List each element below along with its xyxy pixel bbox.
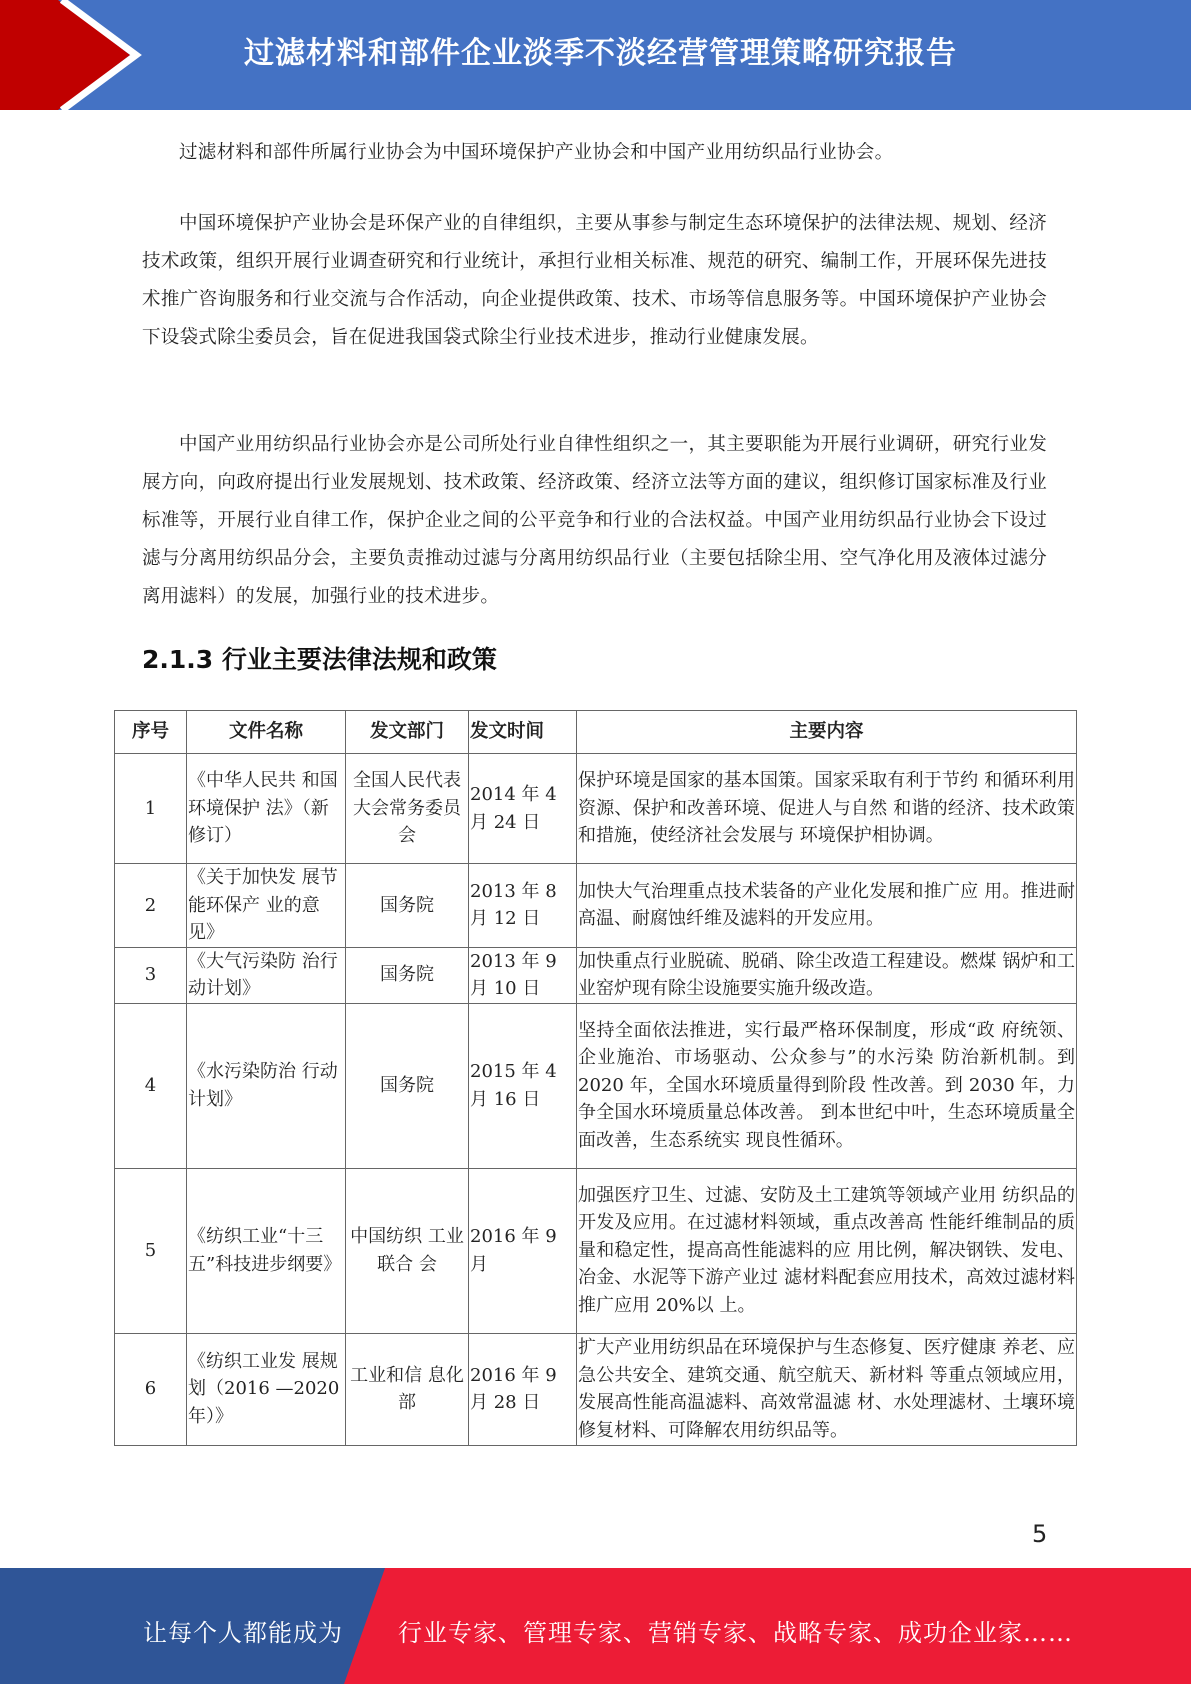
- header-seq: 序号: [115, 711, 187, 754]
- cell-seq: 4: [115, 1003, 187, 1168]
- cell-date: 2014 年 4 月 24 日: [469, 754, 577, 864]
- footer-slogan-right: 行业专家、管理专家、营销专家、战略专家、成功企业家……: [398, 1619, 1073, 1647]
- table-row: [115, 1003, 1077, 1168]
- cell-date: 2013 年 9 月 10 日: [469, 947, 577, 1003]
- cell-dept: 国务院: [346, 947, 469, 1003]
- cell-content: 加强医疗卫生、过滤、安防及土工建筑等领域产业用 纺织品的开发及应用。在过滤材料领域，重点改善高 性能纤维制品的质量和稳定性，提高高性能滤料的应 用比例，解决钢铁、发电、冶金、水泥等下游产业过 滤材料配套应用技术，高效过滤材料推广应用 20%以 上。: [577, 1168, 1077, 1333]
- table-row: [115, 1333, 1077, 1445]
- cell-doc-name: 《关于加快发 展节能环保产 业的意见》: [187, 864, 346, 948]
- cell-seq: 6: [115, 1333, 187, 1445]
- paragraph-associations: 过滤材料和部件所属行业协会为中国环境保护产业协会和中国产业用纺织品行业协会。: [179, 142, 894, 163]
- table-row: [115, 1168, 1077, 1333]
- paragraph-environmental-association: 中国环境保护产业协会是环保产业的自律组织，主要从事参与制定生态环境保护的法律法规、规划、经济技术政策，组织开展行业调查研究和行业统计，承担行业相关标准、规范的研究、编制工作，开展环保先进技术推广咨询服务和行业交流与合作活动，向企业提供政策、技术、市场等信息服务等。中国环境保护产业协会下设袋式除尘委员会，旨在促进我国袋式除尘行业技术进步，推动行业健康发展。: [142, 213, 1047, 348]
- cell-seq: 3: [115, 947, 187, 1003]
- cell-dept: 国务院: [346, 1003, 469, 1168]
- cell-doc-name: 《纺织工业“十三五”科技进步纲要》: [187, 1168, 346, 1333]
- paragraph-textile-association: 中国产业用纺织品行业协会亦是公司所处行业自律性组织之一，其主要职能为开展行业调研，研究行业发展方向，向政府提出行业发展规划、技术政策、经济政策、经济立法等方面的建议，组织修订国家标准及行业标准等，开展行业自律工作，保护企业之间的公平竞争和行业的合法权益。中国产业用纺织品行业协会下设过滤与分离用纺织品分会，主要负责推动过滤与分离用纺织品行业（主要包括除尘用、空气净化用及液体过滤分离用滤料）的发展，加强行业的技术进步。: [142, 434, 1047, 607]
- cell-seq: 5: [115, 1168, 187, 1333]
- section-heading: 2.1.3 行业主要法律法规和政策: [142, 645, 497, 674]
- report-header: [0, 0, 1191, 110]
- cell-date: 2015 年 4 月 16 日: [469, 1003, 577, 1168]
- page-number: 5: [1032, 1520, 1048, 1548]
- header-date: 发文时间: [469, 711, 577, 754]
- report-title: 过滤材料和部件企业淡季不淡经营管理策略研究报告: [244, 36, 957, 71]
- footer-banner: [0, 1568, 1191, 1684]
- red-arrow-shape: [0, 0, 130, 110]
- table-header-row: [115, 711, 1077, 754]
- cell-seq: 1: [115, 754, 187, 864]
- cell-seq: 2: [115, 864, 187, 948]
- table-row: [115, 864, 1077, 948]
- table-row: [115, 947, 1077, 1003]
- footer-slogan-left: 让每个人都能成为: [143, 1619, 343, 1647]
- policy-table: [114, 710, 1077, 1446]
- cell-date: 2016 年 9 月: [469, 1168, 577, 1333]
- cell-date: 2016 年 9 月 28 日: [469, 1333, 577, 1445]
- cell-dept: 国务院: [346, 864, 469, 948]
- cell-content: 扩大产业用纺织品在环境保护与生态修复、医疗健康 养老、应急公共安全、建筑交通、航空航天、新材料 等重点领域应用，发展高性能高温滤料、高效常温滤 材、水处理滤材、土壤环境修复材料、可降解农用纺织品等。: [577, 1333, 1077, 1445]
- table-row: [115, 754, 1077, 864]
- header-content: 主要内容: [577, 711, 1077, 754]
- cell-dept: 全国人民代表大会常务委员会: [346, 754, 469, 864]
- header-doc-name: 文件名称: [187, 711, 346, 754]
- header-dept: 发文部门: [346, 711, 469, 754]
- cell-dept: 中国纺织 工业联合 会: [346, 1168, 469, 1333]
- cell-doc-name: 《水污染防治 行动计划》: [187, 1003, 346, 1168]
- cell-content: 加快大气治理重点技术装备的产业化发展和推广应 用。推进耐高温、耐腐蚀纤维及滤料的开发应用。: [577, 864, 1077, 948]
- cell-content: 保护环境是国家的基本国策。国家采取有利于节约 和循环利用资源、保护和改善环境、促进人与自然 和谐的经济、技术政策和措施，使经济社会发展与 环境保护相协调。: [577, 754, 1077, 864]
- cell-content: 加快重点行业脱硫、脱硝、除尘改造工程建设。燃煤 锅炉和工业窑炉现有除尘设施要实施升级改造。: [577, 947, 1077, 1003]
- cell-doc-name: 《中华人民共 和国环境保护 法》（新修订）: [187, 754, 346, 864]
- cell-dept: 工业和信 息化部: [346, 1333, 469, 1445]
- cell-doc-name: 《纺织工业发 展规划（2016 —2020 年）》: [187, 1333, 346, 1445]
- cell-date: 2013 年 8 月 12 日: [469, 864, 577, 948]
- cell-content: 坚持全面依法推进，实行最严格环保制度，形成“政 府统领、企业施治、市场驱动、公众参与”的水污染 防治新机制。到 2020 年，全国水环境质量得到阶段 性改善。到 2030 年，力争全国水环境质量总体改善。 到本世纪中叶，生态环境质量全面改善，生态系统实 现良性循环。: [577, 1003, 1077, 1168]
- cell-doc-name: 《大气污染防 治行动计划》: [187, 947, 346, 1003]
